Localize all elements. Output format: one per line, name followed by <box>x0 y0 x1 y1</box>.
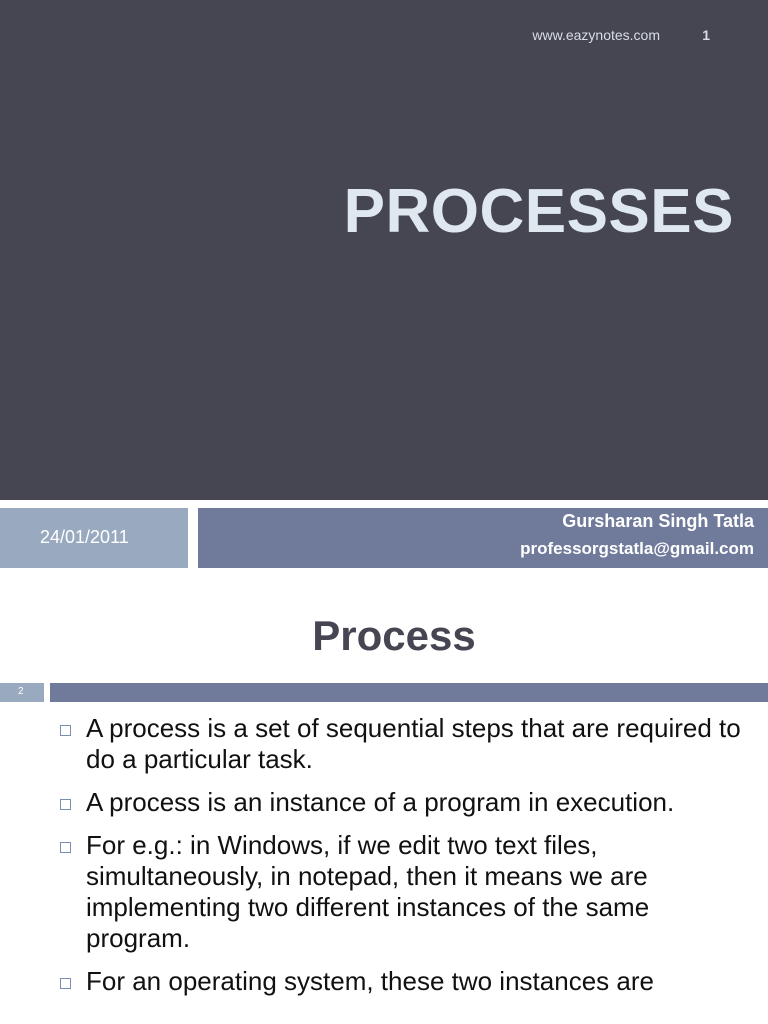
bullet-text: For e.g.: in Windows, if we edit two text files, simultaneously, in notepad, then it means we are implementing two different instances of the same program. <box>86 830 650 953</box>
bullet-item <box>0 966 768 997</box>
date-label: 24/01/2011 <box>40 527 129 547</box>
bullet-item <box>0 713 768 775</box>
slide-heading: Process <box>312 612 476 659</box>
bullet-list <box>0 713 768 1009</box>
slide-number: 2 <box>18 686 24 697</box>
bullet-item <box>0 787 768 818</box>
author-box <box>198 508 768 568</box>
author-name: Gursharan Singh Tatla <box>562 511 754 531</box>
header-bar <box>50 683 768 702</box>
bullet-text: A process is a set of sequential steps that are required to do a particular task. <box>86 713 741 774</box>
hollow-square-icon <box>60 725 71 736</box>
slide-number-box <box>0 683 44 702</box>
date-box <box>0 508 188 568</box>
hollow-square-icon <box>60 842 71 853</box>
hollow-square-icon <box>60 978 71 989</box>
process-slide <box>0 568 768 1024</box>
bullet-text: A process is an instance of a program in execution. <box>86 787 675 817</box>
slide-number: 1 <box>702 27 710 43</box>
bullet-item <box>0 830 768 954</box>
author-email: professorgstatla@gmail.com <box>520 539 754 558</box>
website-label: www.eazynotes.com <box>532 27 660 43</box>
title-slide-header-panel <box>0 0 768 500</box>
bullet-text: For an operating system, these two instances are <box>86 966 654 996</box>
hollow-square-icon <box>60 799 71 810</box>
slide-title: PROCESSES <box>343 177 734 246</box>
